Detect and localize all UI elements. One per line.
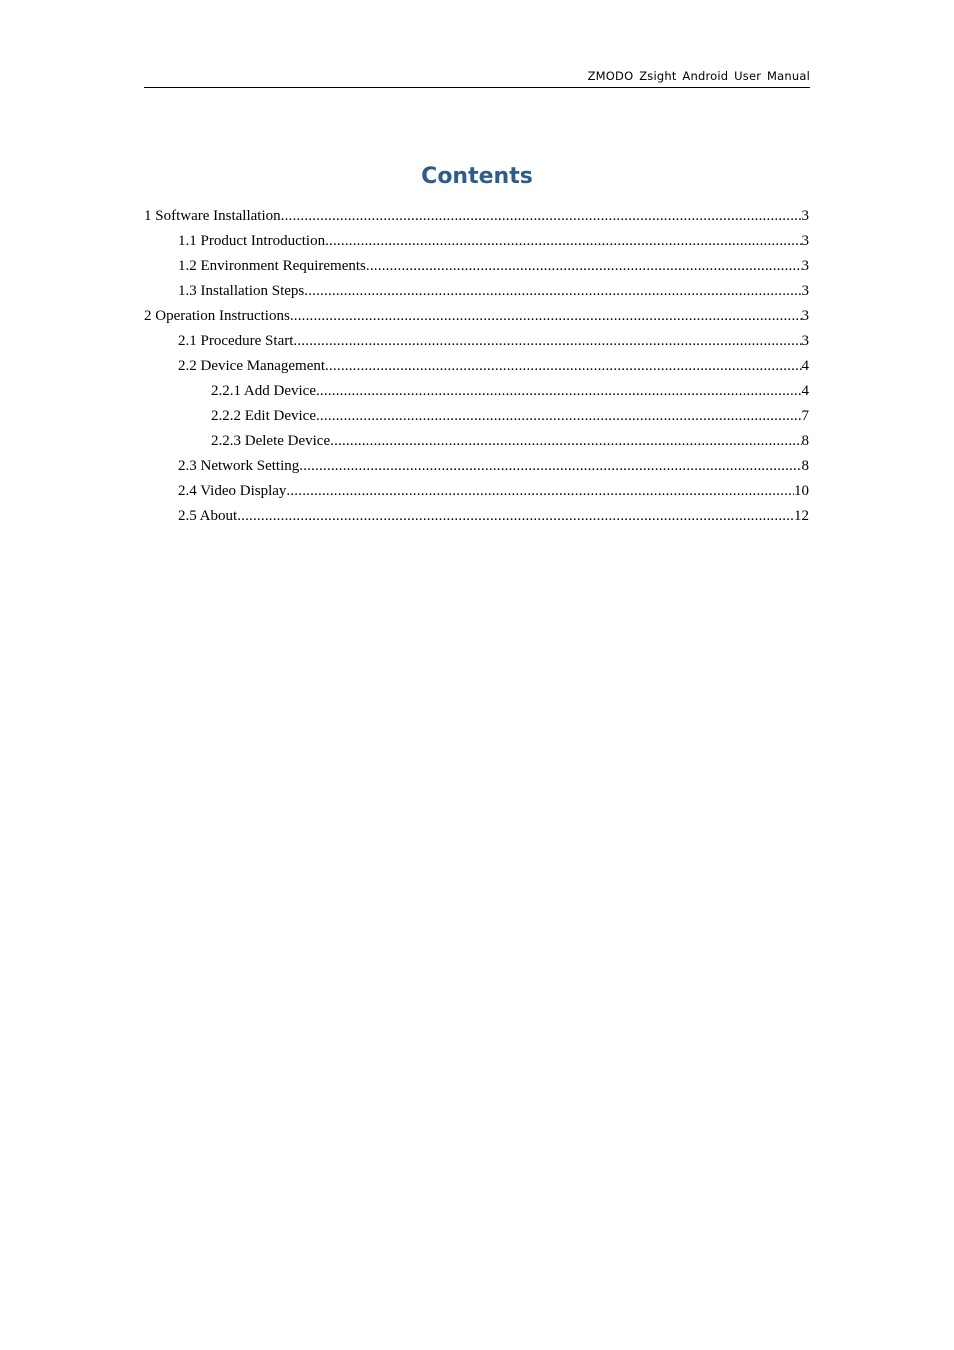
toc-dot-leader xyxy=(237,506,794,527)
toc-entry[interactable] xyxy=(144,381,809,406)
toc-entry-label: 2.2 Device Management xyxy=(178,358,326,374)
toc-entry-page-number: 7 xyxy=(801,408,809,424)
toc-entry-label: 2.2.1 Add Device xyxy=(211,383,316,399)
toc-entry-page-number: 3 xyxy=(801,258,809,274)
toc-dot-leader xyxy=(299,456,801,477)
toc-dot-leader xyxy=(330,431,801,452)
toc-entry[interactable] xyxy=(144,256,809,281)
table-of-contents xyxy=(144,206,809,531)
toc-entry-label: 2 Operation Instructions xyxy=(144,308,290,324)
toc-entry[interactable] xyxy=(144,356,809,381)
toc-dot-leader xyxy=(286,481,794,502)
toc-entry-page-number: 10 xyxy=(794,483,809,499)
toc-entry[interactable] xyxy=(144,206,809,231)
toc-entry[interactable] xyxy=(144,506,809,531)
toc-entry-label: 2.2.2 Edit Device xyxy=(211,408,316,424)
toc-dot-leader xyxy=(316,381,802,402)
toc-entry-label: 1.2 Environment Requirements xyxy=(178,258,366,274)
toc-entry-page-number: 3 xyxy=(801,333,809,349)
toc-dot-leader xyxy=(366,256,802,277)
toc-entry-label: 2.5 About xyxy=(178,508,238,524)
toc-entry-page-number: 4 xyxy=(801,383,809,399)
toc-dot-leader xyxy=(304,281,801,302)
toc-entry-page-number: 8 xyxy=(801,433,809,449)
toc-dot-leader xyxy=(325,356,801,377)
toc-entry-page-number: 4 xyxy=(801,358,809,374)
toc-entry[interactable] xyxy=(144,281,809,306)
toc-entry[interactable] xyxy=(144,306,809,331)
toc-dot-leader xyxy=(290,306,802,327)
toc-entry[interactable] xyxy=(144,406,809,431)
toc-dot-leader xyxy=(316,406,802,427)
toc-entry-page-number: 12 xyxy=(794,508,809,524)
toc-entry-page-number: 8 xyxy=(801,458,809,474)
toc-entry-label: 1.1 Product Introduction xyxy=(178,233,326,249)
toc-entry-page-number: 3 xyxy=(801,208,809,224)
toc-entry[interactable] xyxy=(144,431,809,456)
toc-entry[interactable] xyxy=(144,481,809,506)
toc-title: Contents xyxy=(421,164,533,189)
page-header xyxy=(144,66,810,88)
toc-dot-leader xyxy=(281,206,802,227)
toc-entry[interactable] xyxy=(144,331,809,356)
toc-entry-page-number: 3 xyxy=(801,283,809,299)
toc-entry-label: 2.4 Video Display xyxy=(178,483,287,499)
toc-entry-label: 2.1 Procedure Start xyxy=(178,333,294,349)
toc-entry[interactable] xyxy=(144,456,809,481)
toc-dot-leader xyxy=(293,331,801,352)
toc-entry-label: 2.3 Network Setting xyxy=(178,458,300,474)
toc-entry-label: 1 Software Installation xyxy=(144,208,281,224)
toc-entry-label: 1.3 Installation Steps xyxy=(178,283,305,299)
header-title: ZMODO Zsight Android User Manual xyxy=(587,69,810,83)
toc-dot-leader xyxy=(325,231,801,252)
toc-entry-label: 2.2.3 Delete Device xyxy=(211,433,331,449)
toc-entry[interactable] xyxy=(144,231,809,256)
toc-entry-page-number: 3 xyxy=(801,233,809,249)
toc-entry-page-number: 3 xyxy=(801,308,809,324)
